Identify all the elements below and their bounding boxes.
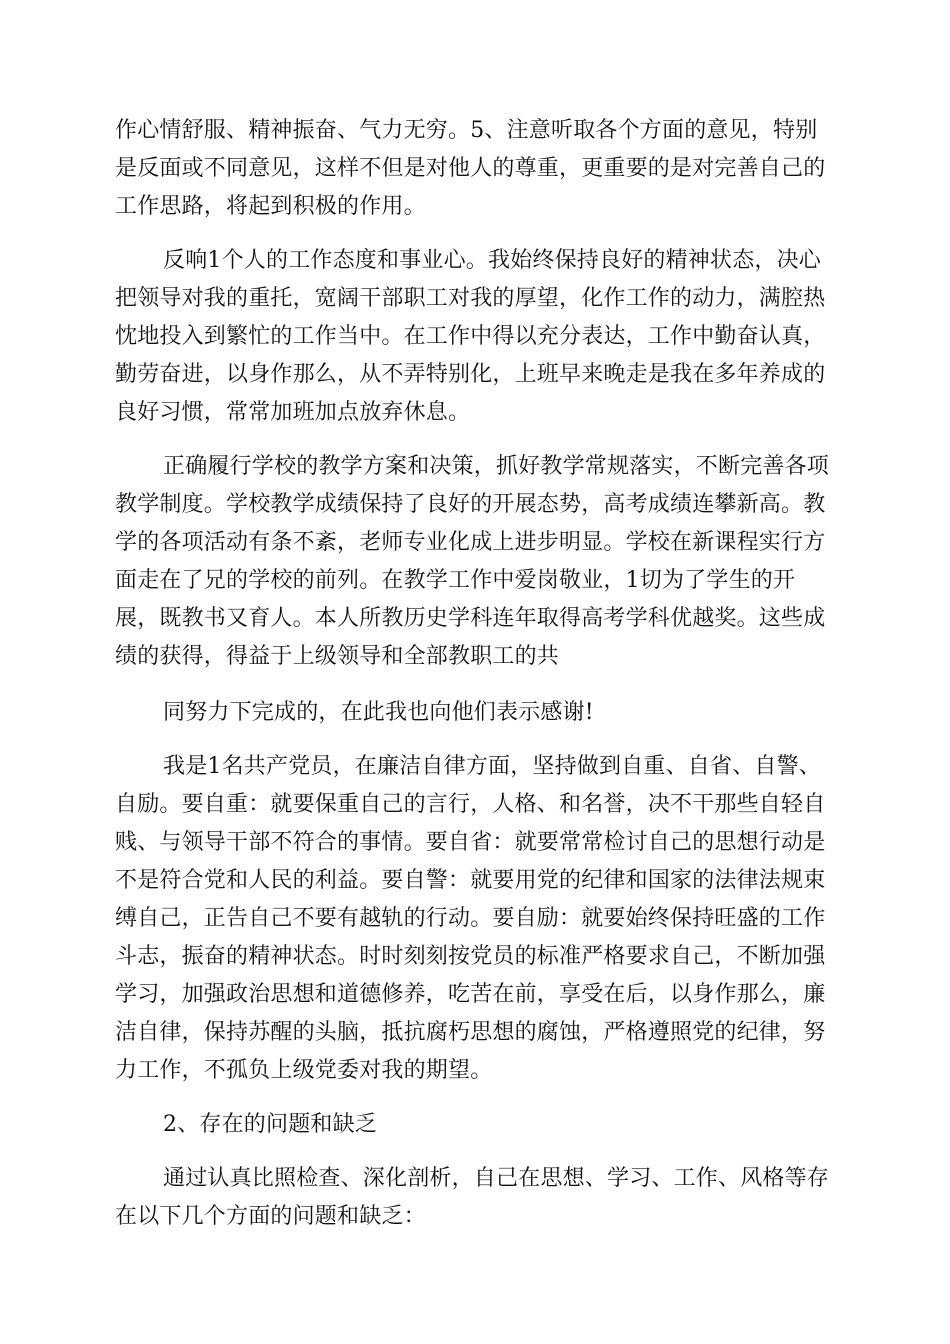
paragraph-line: 斗志，振奋的精神状态。时时刻刻按党员的标准严格要求自己，不断加强 (115, 944, 826, 969)
paragraph-line: 绩的获得，得益于上级领导和全部教职工的共 (115, 644, 560, 669)
paragraph-line: 同努力下完成的，在此我也向他们表示感谢! (163, 700, 594, 725)
paragraph-line: 反响1个人的工作态度和事业心。我始终保持良好的精神状态，决心 (163, 248, 821, 273)
paragraph-line: 教学制度。学校教学成绩保持了良好的开展态势，高考成绩连攀新高。教 (115, 492, 826, 517)
paragraph-line: 展，既教书又育人。本人所教历史学科连年取得高考学科优越奖。这些成 (115, 606, 826, 631)
paragraph-line: 工作思路，将起到积极的作用。 (115, 194, 426, 219)
paragraph-line: 贱、与领导干部不符合的事情。要自省：就要常常检讨自己的思想行动是 (115, 830, 826, 855)
paragraph-line: 学习，加强政治思想和道德修养，吃苦在前，享受在后，以身作那么，廉 (115, 982, 826, 1007)
paragraph-line: 作心情舒服、精神振奋、气力无穷。5、注意听取各个方面的意见，特别 (115, 118, 818, 143)
paragraph-line: 力工作，不孤负上级党委对我的期望。 (115, 1058, 493, 1083)
paragraph-line: 在以下几个方面的问题和缺乏： (115, 1204, 426, 1229)
paragraph-line: 不是符合党和人民的利益。要自警：就要用党的纪律和国家的法律法规束 (115, 868, 826, 893)
paragraph-line: 面走在了兄的学校的前列。在教学工作中爱岗敬业，1切为了学生的开 (115, 568, 796, 593)
paragraph-line: 自励。要自重：就要保重自己的言行，人格、和名誉，决不干那些自轻自 (115, 792, 826, 817)
paragraph-line: 学的各项活动有条不紊，老师专业化成上进步明显。学校在新课程实行方 (115, 530, 826, 555)
paragraph-line: 把领导对我的重托，宽阔干部职工对我的厚望，化作工作的动力，满腔热 (115, 286, 826, 311)
paragraph-line: 良好习惯，常常加班加点放弃休息。 (115, 400, 471, 425)
paragraph-line: 通过认真比照检查、深化剖析，自己在思想、学习、工作、风格等存 (163, 1166, 830, 1191)
paragraph-line: 缚自己，正告自己不要有越轨的行动。要自励：就要始终保持旺盛的工作 (115, 906, 826, 931)
paragraph-line: 勤劳奋进，以身作那么，从不弄特别化，上班早来晚走是我在多年养成的 (115, 362, 826, 387)
paragraph-line: 我是1名共产党员，在廉洁自律方面，坚持做到自重、自省、自警、 (163, 754, 821, 779)
paragraph-line: 洁自律，保持苏醒的头脑，抵抗腐朽思想的腐蚀，严格遵照党的纪律，努 (115, 1020, 826, 1045)
paragraph-line: 正确履行学校的教学方案和决策，抓好教学常规落实，不断完善各项 (163, 454, 830, 479)
paragraph-line: 是反面或不同意见，这样不但是对他人的尊重，更重要的是对完善自己的 (115, 156, 826, 181)
paragraph-line: 2、存在的问题和缺乏 (163, 1112, 377, 1137)
paragraph-line: 忱地投入到繁忙的工作当中。在工作中得以充分表达，工作中勤奋认真， (115, 324, 826, 349)
